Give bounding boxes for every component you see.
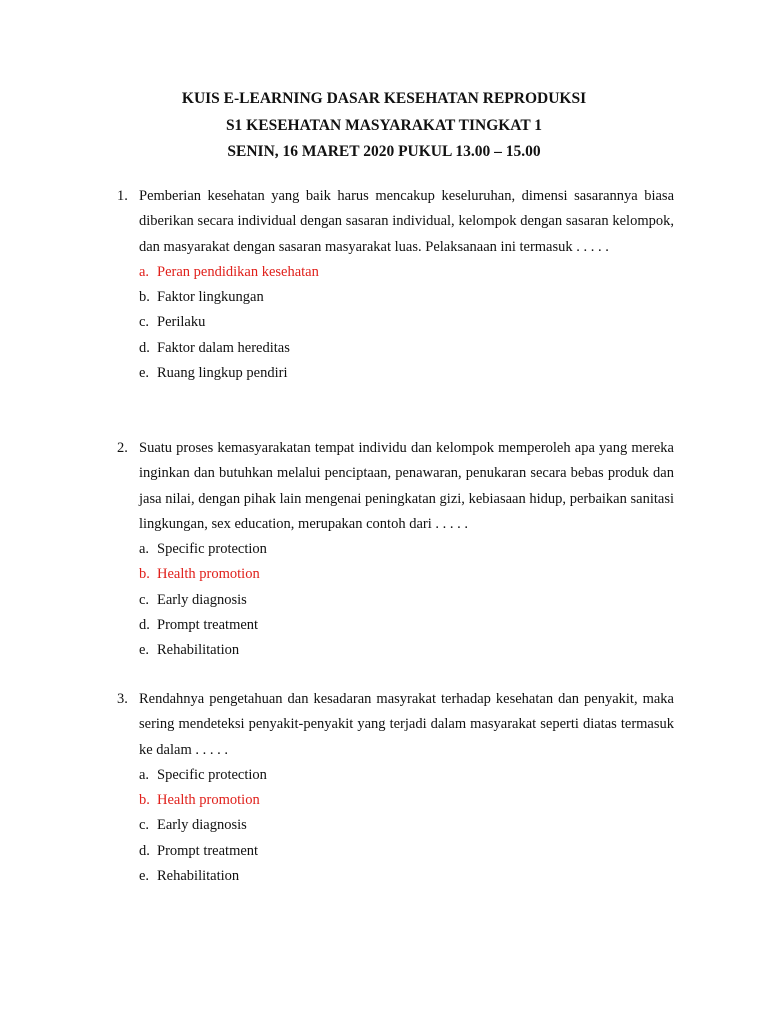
option-text: Ruang lingkup pendiri xyxy=(157,365,288,382)
option-list xyxy=(117,763,674,889)
option-text: Rehabilitation xyxy=(157,868,240,885)
option-letter: b. xyxy=(139,289,150,306)
question-number: 2. xyxy=(117,440,128,456)
option-b xyxy=(117,562,674,587)
question-number: 3. xyxy=(117,691,128,707)
question-1-stem xyxy=(117,184,674,260)
option-e xyxy=(117,361,674,386)
option-letter: d. xyxy=(139,842,150,859)
header-program: S1 KESEHATAN MASYARAKAT TINGKAT 1 xyxy=(225,116,543,134)
option-text: Rehabilitation xyxy=(157,642,240,659)
option-text: Prompt treatment xyxy=(157,617,259,634)
option-d xyxy=(117,839,674,864)
option-c xyxy=(117,813,674,838)
option-text: Specific protection xyxy=(157,766,267,783)
option-d xyxy=(117,336,674,361)
option-d xyxy=(117,613,674,638)
option-text: Health promotion xyxy=(157,792,260,809)
option-letter: b. xyxy=(139,792,150,809)
option-text: Early diagnosis xyxy=(157,817,247,834)
question-number: 1. xyxy=(117,188,128,204)
option-letter: a. xyxy=(139,541,150,558)
option-a xyxy=(117,537,674,562)
option-letter: d. xyxy=(139,617,150,634)
option-text: Peran pendidikan kesehatan xyxy=(157,263,319,280)
option-a xyxy=(117,763,674,788)
question-3 xyxy=(117,687,674,889)
option-letter: e. xyxy=(139,642,150,659)
option-text: Perilaku xyxy=(157,314,206,331)
option-letter: a. xyxy=(139,263,150,280)
question-3-stem xyxy=(117,687,674,763)
option-letter: b. xyxy=(139,566,150,583)
option-letter: e. xyxy=(139,365,150,382)
option-list xyxy=(117,260,674,386)
question-text: Suatu proses kemasyarakatan tempat individu dan kelompok memperoleh apa yang mereka inginkan dan butuhkan melalui penciptaan, penawaran, penukaran secara bebas produk dan jasa nilai, dengan pihak lain mengenai peningkatan gizi, kebiasaan hidup, perbaikan sanitasi lingkungan, sex education, merupakan contoh dari . . . . . xyxy=(139,440,674,532)
question-text: Pemberian kesehatan yang baik harus mencakup keseluruhan, dimensi sasarannya biasa diberikan secara individual dengan sasaran individual, kelompok dengan sasaran kelompok, dan masyarakat dengan sasaran masyarakat luas. Pelaksanaan ini termasuk . . . . . xyxy=(139,188,674,255)
option-c xyxy=(117,588,674,613)
option-text: Early diagnosis xyxy=(157,591,247,608)
option-text: Faktor lingkungan xyxy=(157,289,264,306)
question-2 xyxy=(117,436,674,664)
question-text: Rendahnya pengetahuan dan kesadaran masyrakat terhadap kesehatan dan penyakit, maka sering mendeteksi penyakit-penyakit yang terjadi dalam masyarakat seperti diatas termasuk ke dalam . . . . . xyxy=(139,691,674,758)
option-text: Faktor dalam hereditas xyxy=(157,339,290,356)
option-text: Specific protection xyxy=(157,541,267,558)
option-letter: c. xyxy=(139,591,150,608)
question-1 xyxy=(117,184,674,386)
option-b xyxy=(117,285,674,310)
option-b xyxy=(117,788,674,813)
option-letter: e. xyxy=(139,868,150,885)
option-letter: c. xyxy=(139,817,150,834)
option-letter: d. xyxy=(139,339,150,356)
header-date: SENIN, 16 MARET 2020 PUKUL 13.00 – 15.00 xyxy=(227,143,541,160)
document-header xyxy=(0,86,768,166)
option-list xyxy=(117,537,674,663)
option-letter: c. xyxy=(139,314,150,331)
option-text: Prompt treatment xyxy=(157,842,259,859)
question-2-stem xyxy=(117,436,674,537)
option-letter: a. xyxy=(139,766,150,783)
option-e xyxy=(117,864,674,889)
option-c xyxy=(117,310,674,335)
header-title: KUIS E-LEARNING DASAR KESEHATAN REPRODUKSI xyxy=(181,90,587,107)
option-a xyxy=(117,260,674,285)
option-text: Health promotion xyxy=(157,566,260,583)
option-e xyxy=(117,638,674,663)
